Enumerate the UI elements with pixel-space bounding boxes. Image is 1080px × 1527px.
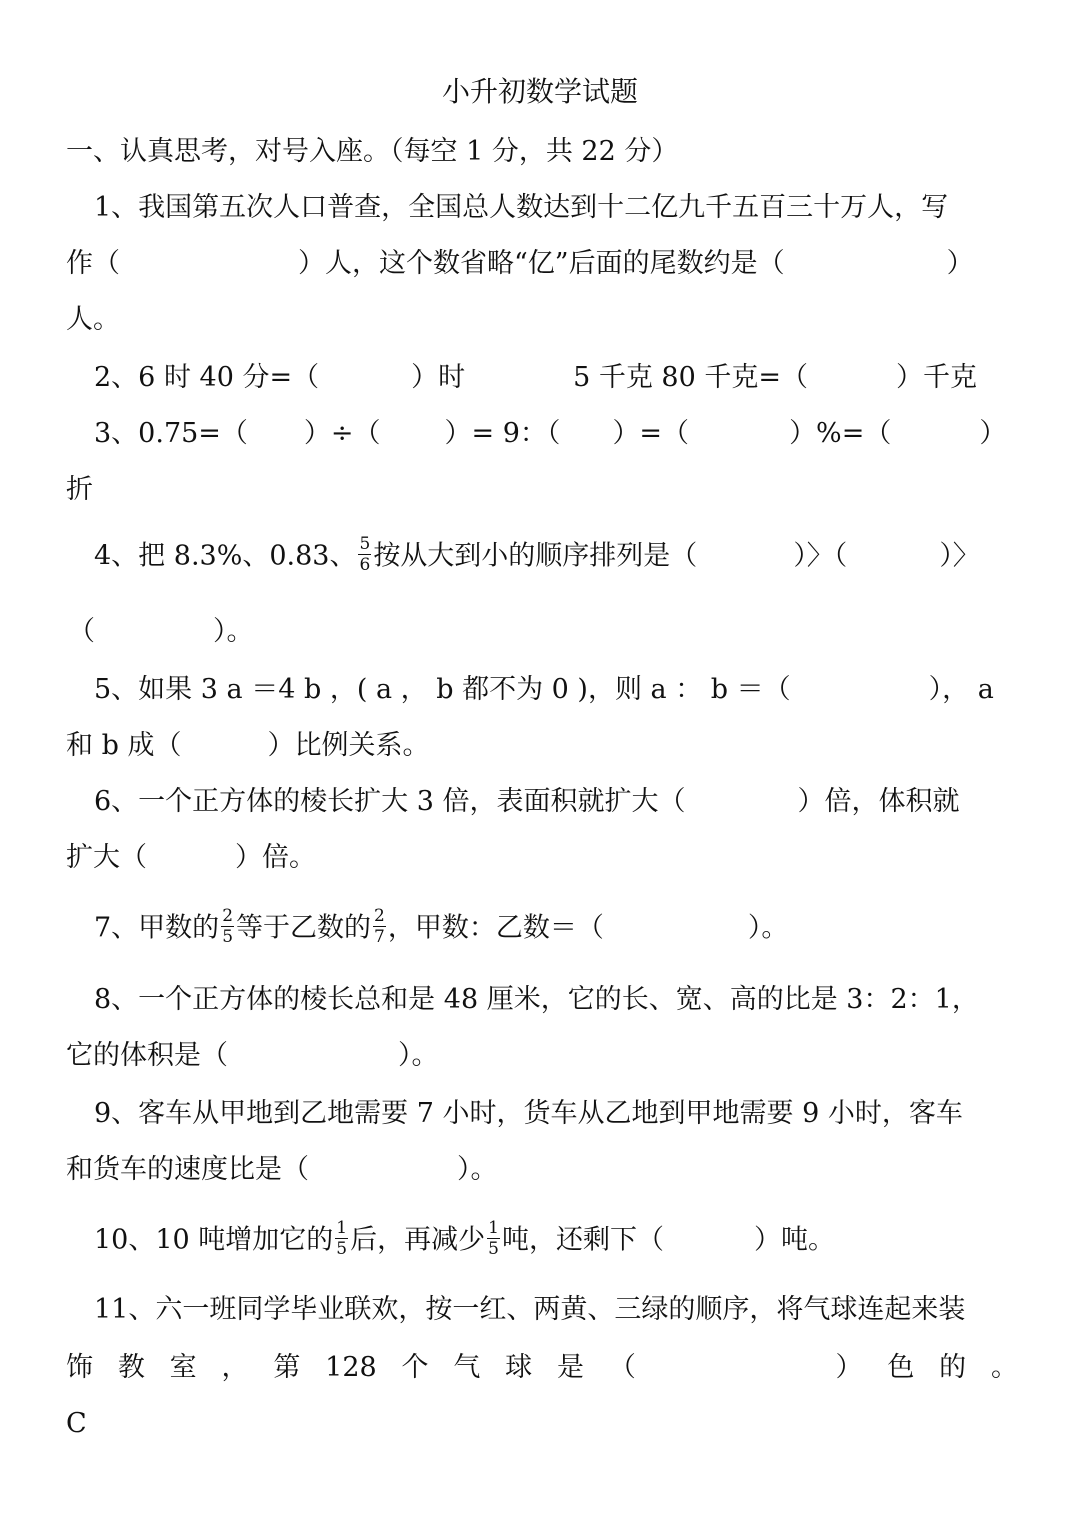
fraction-numerator: 1	[488, 1218, 499, 1238]
q4-text-b: 按从大到小的顺序排列是（	[373, 540, 698, 572]
q9-l2-text-b: ）。	[457, 1154, 498, 1185]
q8-l2-text-a: 它的体积是（	[66, 1040, 228, 1071]
question-8-line-2	[66, 1042, 439, 1069]
q7-text-d: ）。	[747, 912, 789, 944]
fraction-numerator: 2	[374, 906, 385, 926]
q2-text-c: 5 千克 80 千克=（	[573, 362, 808, 393]
q7-text-c: ，甲数：乙数＝（	[387, 912, 604, 944]
q5-text-b: ）， a	[928, 674, 994, 705]
fraction-numerator: 1	[336, 1218, 348, 1238]
q1-text-a: 作（	[66, 248, 120, 279]
q11-char: 个	[401, 1352, 429, 1383]
question-10	[94, 1218, 835, 1260]
q1-text-c: ）	[946, 248, 974, 279]
q6-l2-text-b: ）倍。	[235, 842, 316, 873]
fraction-denominator: 5	[488, 1239, 499, 1259]
q3-text-a: 3、0.75=（	[94, 418, 248, 449]
answer-blank[interactable]	[661, 1354, 811, 1381]
q10-text-c: 吨，还剩下（	[501, 1224, 664, 1256]
question-9-line-2	[66, 1156, 498, 1183]
q11-char: 球	[505, 1352, 533, 1383]
q6-text-b: ）倍，体积就	[797, 786, 960, 817]
q4-text-d: ）〉	[939, 540, 980, 572]
question-11-line-2	[66, 1354, 1018, 1381]
q11-char: 室	[169, 1352, 197, 1383]
q4-text-a: 4、把 8.3%、0.83、	[94, 540, 357, 572]
q2-text-b: ）时	[411, 362, 466, 393]
question-5-line-2	[66, 732, 429, 759]
question-6	[94, 788, 960, 815]
q7-text-a: 7、甲数的	[94, 912, 220, 944]
question-3-line-2: 折	[66, 474, 93, 505]
q11-char: 。	[990, 1352, 1018, 1383]
q4-l2-text-a: （	[68, 616, 95, 647]
fraction-denominator: 7	[374, 927, 385, 947]
q1-text-b: ）人，这个数省略“亿”后面的尾数约是（	[298, 248, 785, 279]
q11-char: 饰	[66, 1352, 93, 1383]
question-1-line-3: 人。	[66, 304, 120, 335]
question-11-line-1: 11、六一班同学毕业联欢，按一红、两黄、三绿的顺序，将气球连起来装	[94, 1294, 966, 1325]
fraction-2-5	[221, 908, 234, 946]
q3-text-b: ）÷（	[303, 418, 381, 449]
q11-char: ，	[221, 1352, 249, 1383]
q7-text-b: 等于乙数的	[236, 912, 372, 944]
section-heading: 一、认真思考，对号入座。（每空 1 分，共 22 分）	[66, 136, 679, 167]
q10-text-d: ）吨。	[753, 1224, 835, 1256]
q6-l2-text-a: 扩大（	[66, 842, 147, 873]
question-6-line-2	[66, 844, 316, 871]
q11-char: 的	[939, 1352, 967, 1383]
q11-char: 128	[325, 1352, 377, 1383]
page-title: 小升初数学试题	[441, 75, 638, 108]
fraction-numerator: 2	[222, 906, 234, 926]
q11-char: 第	[273, 1352, 301, 1383]
q11-char: 气	[453, 1352, 481, 1383]
q11-char: ）	[835, 1352, 863, 1383]
question-1-line-2	[66, 250, 974, 277]
q3-text-c: ）= 9：（	[444, 418, 561, 449]
fraction-denominator: 5	[336, 1239, 348, 1259]
fraction-1-5	[335, 1220, 348, 1258]
q2-text-a: 2、6 时 40 分=（	[94, 362, 320, 393]
question-8-line-1: 8、一个正方体的棱长总和是 48 厘米，它的长、宽、高的比是 3：2：1，	[94, 984, 979, 1015]
question-3	[94, 420, 1006, 447]
q9-l2-text-a: 和货车的速度比是（	[66, 1154, 309, 1185]
question-1-line-1: 1、我国第五次人口普查，全国总人数达到十二亿九千五百三十万人，写	[94, 192, 949, 223]
q3-text-e: ）%=（	[789, 418, 892, 449]
question-4	[94, 534, 980, 576]
fraction-denominator: 5	[222, 927, 234, 947]
fraction-1-5	[487, 1220, 500, 1258]
question-7	[94, 906, 789, 948]
q11-char: （	[608, 1352, 636, 1383]
q5-text-a: 5、如果 3 a ＝4 b ，( a ， b 都不为 0 )，则 a ： b ＝（	[94, 674, 791, 705]
q11-char: 色	[887, 1352, 915, 1383]
q11-char: 教	[117, 1352, 145, 1383]
question-11-line-3: C	[66, 1408, 87, 1439]
question-9-line-1: 9、客车从甲地到乙地需要 7 小时，货车从乙地到甲地需要 9 小时，客车	[94, 1098, 963, 1129]
q2-text-d: ）千克	[896, 362, 977, 393]
fraction-2-7	[373, 908, 386, 946]
q3-text-d: ）=（	[612, 418, 690, 449]
fraction-5-6	[358, 536, 371, 574]
q4-l2-text-b: ）。	[213, 616, 254, 647]
question-2	[94, 364, 977, 391]
question-4-line-2	[68, 618, 254, 645]
q10-text-b: 后，再减少	[350, 1224, 486, 1256]
q10-text-a: 10、10 吨增加它的	[94, 1224, 334, 1256]
q5-l2-text-b: ）比例关系。	[267, 730, 430, 761]
fraction-numerator: 5	[359, 534, 371, 554]
q8-l2-text-b: ）。	[398, 1040, 439, 1071]
q5-l2-text-a: 和 b 成（	[66, 730, 182, 761]
q4-text-c: ）〉（	[793, 540, 848, 572]
q6-text-a: 6、一个正方体的棱长扩大 3 倍，表面积就扩大（	[94, 786, 686, 817]
q3-text-f: ）	[979, 418, 1007, 449]
question-5	[94, 676, 994, 703]
fraction-denominator: 6	[359, 555, 371, 575]
q11-char: 是	[557, 1352, 584, 1383]
